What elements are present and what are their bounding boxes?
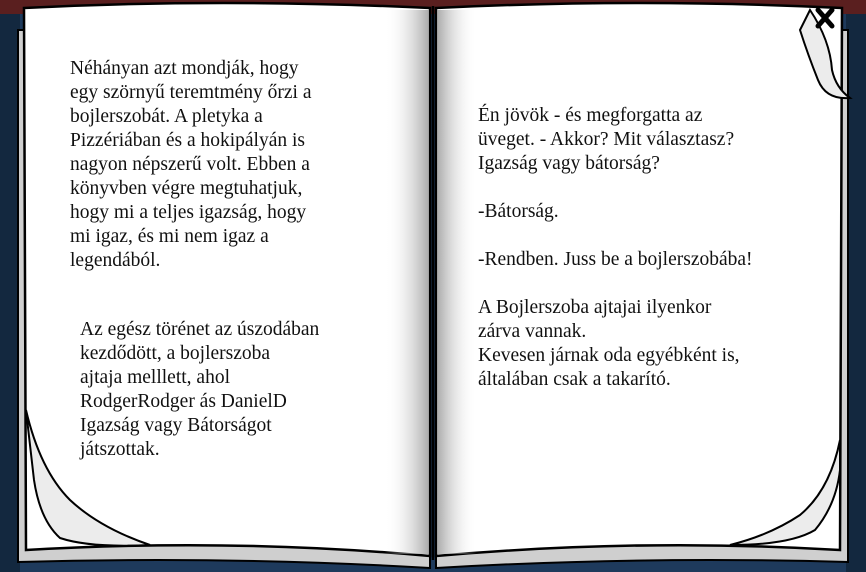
left-page-paragraph-1: Néhányan azt mondják, hogy egy szörnyű teremtmény őrzi a bojlerszobát. A pletyka a Pizzériában és a hokipályán is nagyon népszerű volt. Ebben a könyvben végre megtuhatjuk, hogy mi a teljes igazság, hogy mi igaz, és mi nem igaz a legendából. bbox=[70, 58, 312, 271]
right-page-text: Én jövök - és megforgatta az üveget. - Akkor? Mit választasz? Igazság vagy bátorság? -Bátorság. -Rendben. Juss be a bojlerszobába! A Bojlerszoba ajtajai ilyenkor zárva vannak. Kevesen járnak oda egyébként is, általában csak a takarító. bbox=[478, 105, 753, 390]
left-page-paragraph-2: Az egész törénet az úszodában kezdődött, a bojlerszoba ajtaja melllett, ahol RodgerRodger ás DanielD Igazság vagy Bátorságot játszottak. bbox=[80, 319, 320, 460]
close-button[interactable] bbox=[806, 4, 840, 34]
spine-shadow-right bbox=[437, 10, 477, 554]
close-x-icon bbox=[806, 4, 840, 34]
